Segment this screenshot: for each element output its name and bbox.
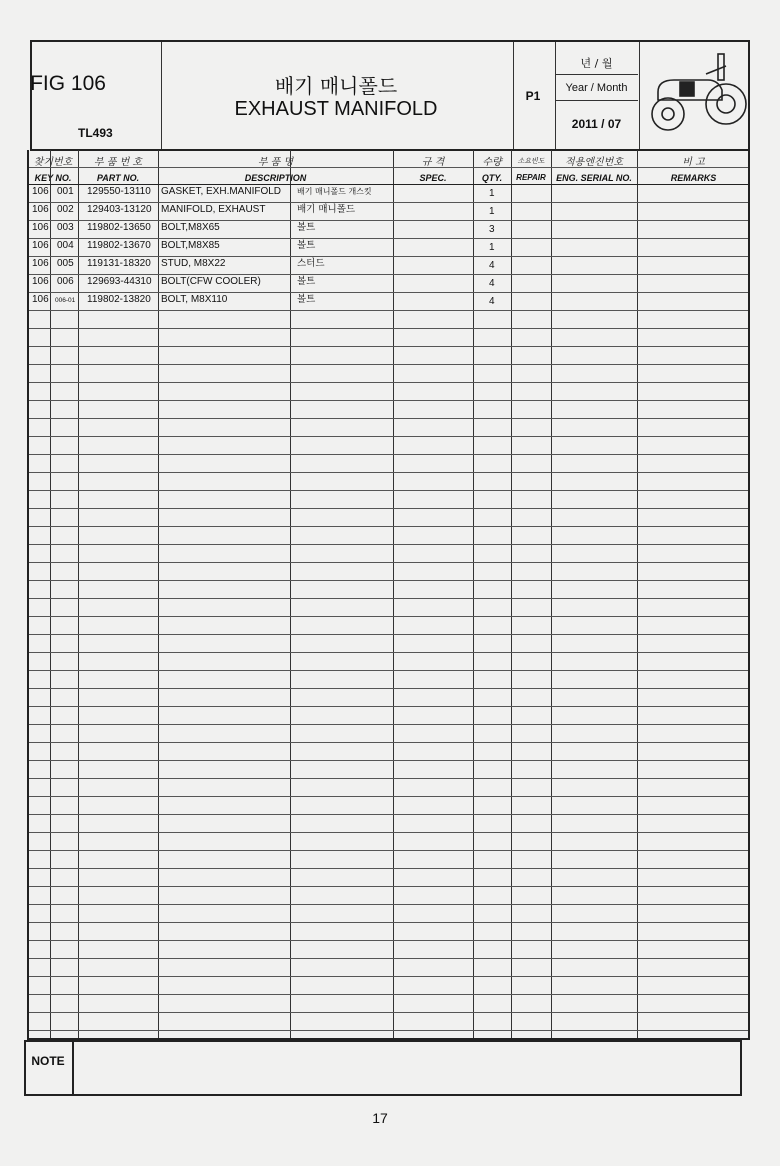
- row-part-no: 129693-44310: [87, 276, 152, 287]
- table-rule: [29, 562, 748, 563]
- table-rule: [29, 814, 748, 815]
- table-rule: [29, 922, 748, 923]
- table-rule: [29, 688, 748, 689]
- note-divider: [72, 1040, 74, 1096]
- revision-date: 2011 / 07: [571, 117, 622, 131]
- divider: [555, 74, 638, 75]
- column-header-part-korean: 부 품 번 호: [93, 157, 143, 168]
- row-description: BOLT(CFW COOLER): [161, 276, 261, 287]
- table-rule: [29, 652, 748, 653]
- table-rule: [29, 598, 748, 599]
- table-rule: [29, 472, 748, 473]
- row-key: 004: [57, 240, 74, 251]
- table-rule: [29, 508, 748, 509]
- year-month-label: Year / Month: [565, 82, 628, 94]
- page-code: P1: [525, 89, 541, 103]
- column-header-repair-korean: 소요빈도: [517, 157, 545, 165]
- row-key: 003: [57, 222, 74, 233]
- row-part-no: 129550-13110: [87, 186, 151, 197]
- row-description-korean: 배기 매니폴드 개스킷: [297, 187, 372, 196]
- table-rule: [29, 634, 748, 635]
- table-rule: [29, 796, 748, 797]
- row-key: 005: [57, 258, 74, 269]
- row-description-korean: 배기 매니폴드: [297, 204, 356, 215]
- table-rule: [29, 760, 748, 761]
- page-title-korean: 배기 매니폴드: [274, 74, 398, 98]
- row-qty: 4: [489, 260, 495, 271]
- column-header-repair: REPAIR: [516, 173, 546, 182]
- note-box: [24, 1040, 742, 1096]
- table-rule: [29, 994, 748, 995]
- table-rule: [29, 1012, 748, 1013]
- row-key: 001: [57, 186, 74, 197]
- row-part-no: 119802-13820: [87, 294, 151, 305]
- row-description: BOLT, M8X110: [161, 294, 228, 305]
- row-description: STUD, M8X22: [161, 258, 226, 269]
- row-description-korean: 볼트: [297, 276, 316, 287]
- note-label: NOTE: [31, 1054, 65, 1068]
- table-rule: [29, 526, 748, 527]
- row-part-no: 119802-13670: [87, 240, 151, 251]
- row-part-no: 129403-13120: [87, 204, 152, 215]
- column-header-qty: QTY.: [481, 173, 503, 183]
- table-rule: [29, 904, 748, 905]
- column-header-remarks-korean: 비 고: [682, 157, 705, 168]
- row-description: MANIFOLD, EXHAUST: [161, 204, 266, 215]
- tractor-icon: [640, 48, 748, 144]
- row-qty: 3: [489, 224, 495, 235]
- table-rule: [29, 850, 748, 851]
- row-description: GASKET, EXH.MANIFOLD: [161, 186, 282, 197]
- table-rule: [29, 418, 748, 419]
- page-number: 17: [372, 1110, 388, 1126]
- column-header-remarks: REMARKS: [670, 173, 717, 183]
- table-rule: [29, 364, 748, 365]
- figure-number: FIG 106: [30, 72, 106, 95]
- row-description-korean: 볼트: [297, 294, 316, 305]
- table-rule: [29, 346, 748, 347]
- table-rule: [29, 1030, 748, 1031]
- table-rule: [29, 328, 748, 329]
- table-rule: [29, 400, 748, 401]
- row-part-no: 119802-13650: [87, 222, 151, 233]
- row-fig: 106: [32, 222, 49, 233]
- row-qty: 1: [489, 242, 495, 253]
- column-header-key: KEY NO.: [34, 173, 72, 183]
- table-rule: [29, 706, 748, 707]
- column-header-spec: SPEC.: [419, 173, 447, 183]
- row-description-korean: 볼트: [297, 222, 316, 233]
- column-header-serial: ENG. SERIAL NO.: [556, 173, 632, 183]
- page-title: EXHAUST MANIFOLD: [234, 98, 438, 120]
- row-fig: 106: [32, 204, 49, 215]
- row-description: BOLT,M8X85: [161, 240, 220, 251]
- row-key: 006: [57, 276, 74, 287]
- table-rule: [29, 958, 748, 959]
- column-header-description-korean: 부 품 명: [257, 157, 294, 168]
- column-header-qty-korean: 수량: [482, 157, 502, 168]
- column-header-serial-korean: 적용엔진번호: [565, 157, 623, 168]
- table-rule: [29, 490, 748, 491]
- table-rule: [29, 976, 748, 977]
- row-qty: 4: [489, 296, 495, 307]
- table-rule: [29, 436, 748, 437]
- row-part-no: 119131-18320: [87, 258, 151, 269]
- table-rule: [29, 167, 748, 168]
- row-description-korean: 볼트: [297, 240, 316, 251]
- row-fig: 106: [32, 294, 49, 305]
- row-fig: 106: [32, 258, 49, 269]
- table-rule: [29, 724, 748, 725]
- year-month-label-korean: 년 / 월: [580, 57, 613, 70]
- table-rule: [29, 544, 748, 545]
- row-fig: 106: [32, 276, 49, 287]
- table-rule: [29, 886, 748, 887]
- table-rule: [29, 742, 748, 743]
- table-rule: [29, 940, 748, 941]
- column-header-part: PART NO.: [96, 173, 140, 183]
- row-qty: 4: [489, 278, 495, 289]
- model-code: TL493: [78, 126, 113, 140]
- row-qty: 1: [489, 206, 495, 217]
- row-key: 002: [57, 204, 74, 215]
- table-rule: [29, 310, 748, 311]
- row-fig: 106: [32, 240, 49, 251]
- table-rule: [29, 454, 748, 455]
- table-rule: [29, 616, 748, 617]
- column-header-description: DESCRIPTION: [244, 173, 307, 183]
- row-description-korean: 스터드: [297, 258, 325, 269]
- column-header-spec-korean: 규 격: [421, 157, 445, 168]
- row-description: BOLT,M8X65: [161, 222, 220, 233]
- row-qty: 1: [489, 188, 495, 199]
- divider: [555, 100, 638, 101]
- table-rule: [29, 670, 748, 671]
- table-rule: [29, 868, 748, 869]
- table-rule: [29, 580, 748, 581]
- table-rule: [29, 778, 748, 779]
- column-header-key-korean: 찾기번호: [33, 157, 73, 168]
- row-fig: 106: [32, 186, 49, 197]
- row-key: 006-01: [55, 297, 76, 304]
- table-rule: [29, 832, 748, 833]
- table-rule: [29, 382, 748, 383]
